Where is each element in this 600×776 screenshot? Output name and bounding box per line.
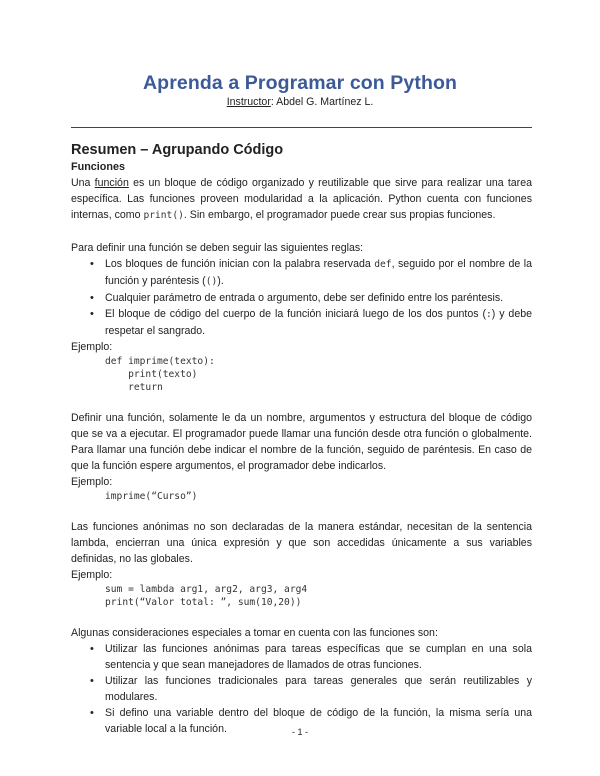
instructor-name: : Abdel G. Martínez L. (270, 96, 374, 108)
intro-paragraph (71, 175, 532, 224)
instructor-line (0, 96, 600, 108)
example1-label: Ejemplo: (71, 341, 113, 353)
example1-code: def imprime(texto): print(texto) return (105, 356, 215, 393)
list-item: • Si defino una variable dentro del bloque de código de la función, la misma sería una variable local a la función. (71, 705, 532, 737)
rule3-text: El bloque de código del cuerpo de la función iniciará luego de los dos puntos ( (105, 308, 486, 320)
header-divider (71, 127, 532, 128)
rules-list (71, 256, 532, 339)
list-item: • Cualquier parámetro de entrada o argumento, debe ser definido entre los paréntesis. (71, 290, 532, 306)
def-code: def (374, 259, 392, 270)
document-title: Aprenda a Programar con Python (143, 72, 457, 94)
example3-label: Ejemplo: (71, 569, 113, 581)
rules-lead: Para definir una función se deben seguir las siguientes reglas: (71, 242, 364, 254)
rule1-text-mid: , seguido por el nombre de la función y paréntesis ( (105, 258, 533, 287)
rule1-text: Los bloques de función inician con la palabra reservada (105, 258, 375, 270)
list-item: • Utilizar las funciones anónimas para tareas específicas que se cumplan en una sola sentencia y que sean manejadores de llamados de otras funciones. (71, 641, 532, 673)
example2-code: imprime(“Curso”) (105, 491, 198, 502)
rule3-text-end: ) y debe respetar el sangrado. (105, 308, 532, 337)
list-item (71, 306, 532, 339)
considerations-lead: Algunas consideraciones especiales a tomar en cuenta con las funciones son: (71, 627, 438, 639)
example2-label: Ejemplo: (71, 476, 113, 488)
rule1-text-end: ). (217, 275, 224, 287)
intro-text-end: . Sin embargo, el programador puede crear sus propias funciones. (183, 209, 496, 221)
intro-text-middle: es un bloque de código organizado y reutilizable que sirve para realizar una tarea específica. Las funciones proveen modularidad a la aplicación. Python cuenta con funciones internas, como (71, 177, 532, 221)
example3-code: sum = lambda arg1, arg2, arg3, arg4 print(“Valor total: ”, sum(10,20)) (105, 584, 308, 608)
spacer (71, 224, 532, 240)
list-item: • Utilizar las funciones tradicionales para tareas generales que serán reutilizables y modulares. (71, 673, 532, 705)
intro-text-start: Una (71, 177, 95, 189)
spacer (71, 394, 532, 410)
spacer (71, 609, 532, 625)
section-heading: Resumen – Agrupando Código (71, 142, 284, 158)
page-number: - 1 - (291, 727, 308, 737)
call-paragraph: Definir una función, solamente le da un nombre, argumentos y estructura del bloque de código que se va a ejecutar. El programador puede llamar una función desde otra función o globalmente. Para llamar una función debe indicar el nombre de la función, seguido de paréntesis. En caso de que la función espere argumentos, el programador debe indicarlos. (71, 412, 532, 472)
lambda-paragraph: Las funciones anónimas no son declaradas de la manera estándar, necesitan de la sentencia lambda, encierran una única expresión y que son accedidas únicamente a sus variables definidas, no las globales. (71, 521, 532, 565)
instructor-label: Instructor (226, 96, 271, 108)
colon-code: : (485, 309, 492, 320)
list-item (71, 256, 532, 290)
parens-code: () (205, 276, 218, 287)
spacer (71, 503, 532, 519)
funcion-term: función (94, 177, 129, 189)
subsection-heading: Funciones (71, 161, 125, 173)
document-body (71, 140, 532, 737)
print-code: print() (143, 210, 184, 221)
considerations-list (71, 641, 532, 737)
